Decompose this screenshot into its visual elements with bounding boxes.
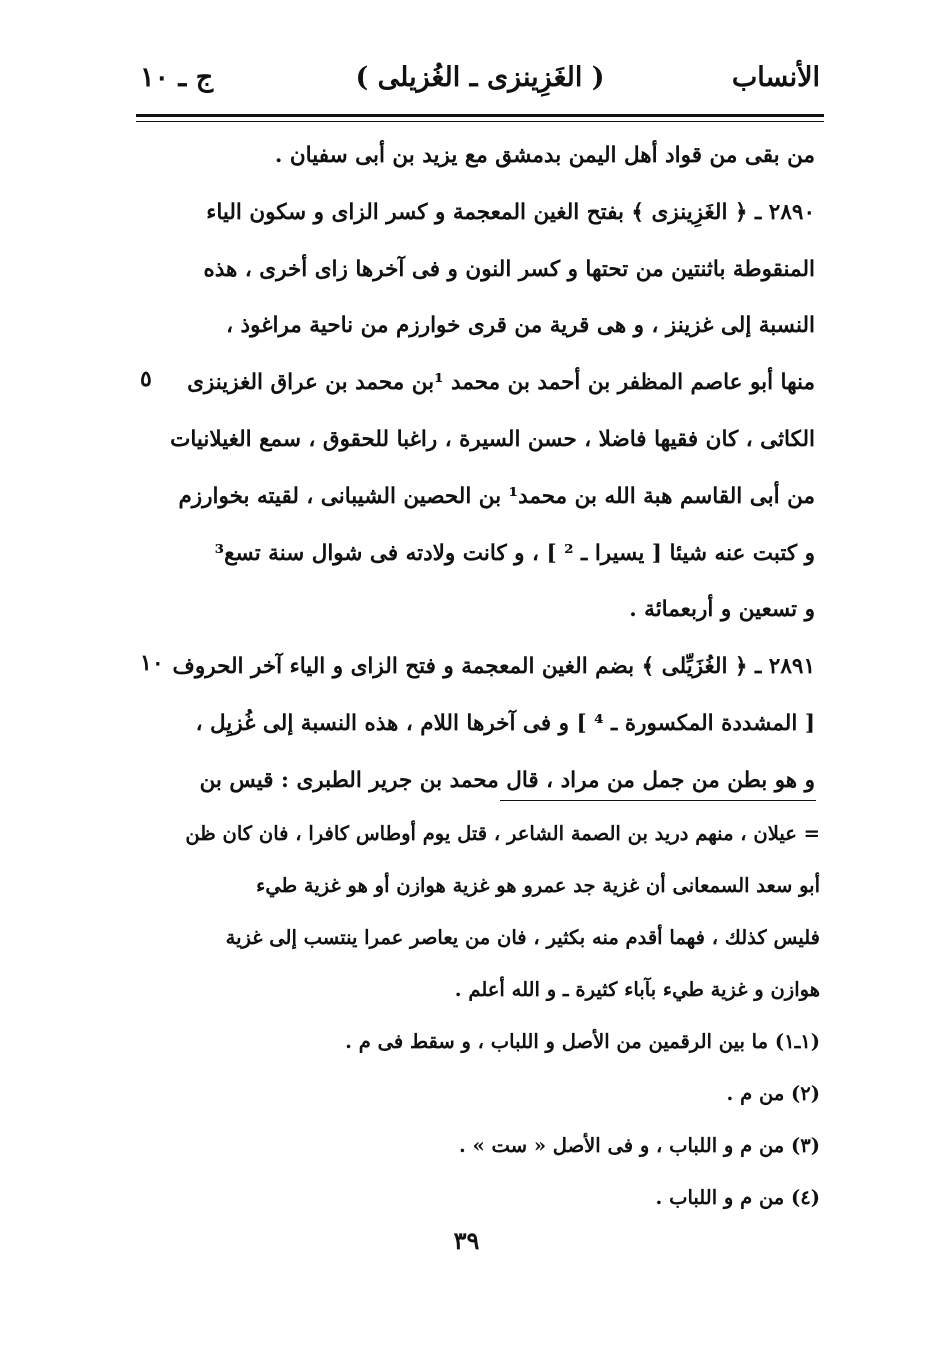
entry-2890-line: ٢٨٩٠ ـ ﴿ الغَزِينزى ﴾ بفتح الغين المعجمة و كسر الزاى و سكون الياء (206, 199, 815, 225)
note-line: هوازن و غزية طيء بآباء كثيرة ـ و الله أعلم . (454, 978, 820, 1001)
header-rule-thick (136, 114, 824, 117)
header-rule-thin (136, 121, 824, 122)
running-header (140, 62, 820, 106)
note-line: = عيلان ، منهم دريد بن الصمة الشاعر ، قتل يوم أوطاس كافرا ، فان كان ظن (185, 822, 820, 845)
main-text (150, 128, 815, 810)
note-line: أبو سعد السمعانى أن غزية جد عمرو هو غزية هوازن أو هو غزية طيء (256, 874, 820, 897)
margin-line-number-10: ١٠ (140, 650, 164, 676)
footnote-rule (500, 800, 816, 801)
footnote-3: (٣) من م و اللباب ، و فى الأصل « ست » . (459, 1134, 820, 1157)
entries-range: ( الغَزِينزى ـ الغُزيلى ) (355, 62, 605, 93)
footnotes (160, 808, 820, 1224)
volume-number: ج ـ ١٠ (140, 62, 214, 93)
text-line: [ المشددة المكسورة ـ ⁴ ] و فى آخرها اللام ، هذه النسبة إلى غُزيِل ، (195, 710, 815, 736)
text-line: و تسعين و أربعمائة . (629, 597, 815, 623)
footnote-1: (١ـ١) ما بين الرقمين من الأصل و اللباب ، و سقط فى م . (345, 1030, 820, 1053)
footnote-4: (٤) من م و اللباب . (655, 1186, 820, 1209)
text-line: و هو بطن من جمل من مراد ، قال محمد بن جرير الطبرى : قيس بن (199, 767, 815, 793)
margin-line-number-5: ٥ (140, 366, 152, 392)
note-line: فليس كذلك ، فهما أقدم منه بكثير ، فان من يعاصر عمرا ينتسب إلى غزية (225, 926, 820, 949)
footnote-2: (٢) من م . (726, 1082, 820, 1105)
text-line: من أبى القاسم هبة الله بن محمد¹ بن الحصين الشيبانى ، لقيته بخوارزم (178, 483, 815, 509)
text-line: و كتبت عنه شيئا [ يسيرا ـ ² ] ، و كانت ولادته فى شوال سنة تسع³ (214, 540, 815, 566)
text-line: من بقى من قواد أهل اليمن بدمشق مع يزيد بن أبى سفيان . (274, 143, 815, 168)
text-line: النسبة إلى غزينز ، و هى قرية من قرى خوارزم من ناحية مراغوذ ، (226, 313, 815, 339)
page-number: ٣٩ (453, 1226, 480, 1255)
text-line: منها أبو عاصم المظفر بن أحمد بن محمد ¹بن محمد بن عراق الغزينزى (187, 370, 815, 396)
entry-2891-line: ٢٨٩١ ـ ﴿ الغُزَيِّلى ﴾ بضم الغين المعجمة و فتح الزاى و الياء آخر الحروف (172, 654, 815, 680)
text-line: المنقوطة باثنتين من تحتها و كسر النون و فى آخرها زاى أخرى ، هذه (203, 256, 815, 282)
book-title: الأنساب (731, 62, 820, 93)
text-line: الكاثى ، كان فقيها فاضلا ، حسن السيرة ، راغبا للحقوق ، سمع الغيلانيات (170, 426, 815, 452)
